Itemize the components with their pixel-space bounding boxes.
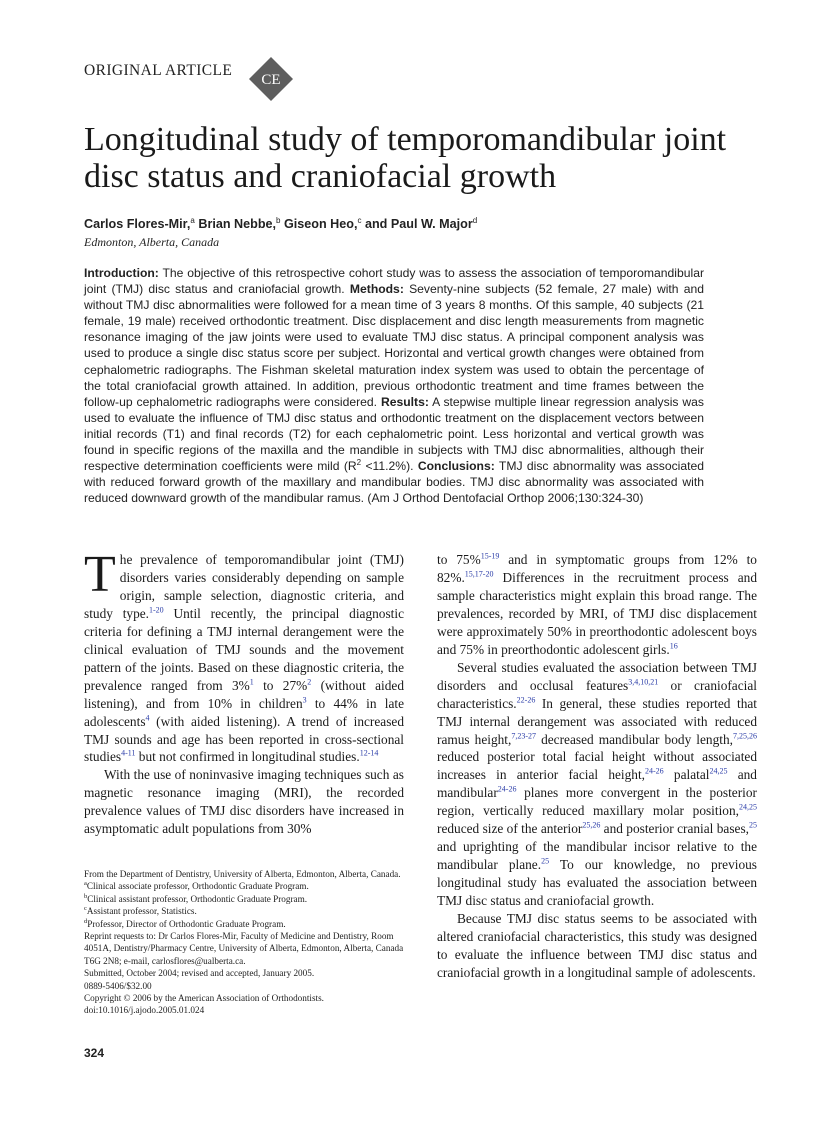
author-affil-marker: c	[357, 216, 362, 225]
body-text: and in symptomatic groups from 12% to 82%.	[437, 552, 757, 585]
body-paragraph	[84, 546, 405, 766]
ce-badge-icon	[248, 56, 294, 102]
citation-link[interactable]: 24,25	[739, 802, 757, 812]
footnote-copyright: Copyright © 2006 by the American Association of Orthodontists.	[84, 993, 324, 1004]
body-column-right	[437, 551, 757, 982]
body-text: and posterior cranial bases,	[600, 821, 749, 837]
citation-link[interactable]: 1	[249, 677, 254, 687]
page-number: 324	[84, 1046, 105, 1060]
body-text: or craniofacial characteristics.	[437, 677, 757, 711]
footnote-affiliation-d	[84, 918, 406, 930]
citation-link[interactable]: 25	[748, 820, 757, 830]
footnote-text: Assistant professor, Statistics.	[86, 906, 197, 917]
citation-link[interactable]: 7,23-27	[511, 731, 537, 741]
footnote-issn: 0889-5406/$32.00	[84, 980, 152, 991]
citation-link[interactable]: 24-26	[645, 767, 664, 776]
body-text: but not confirmed in longitudinal studies.	[135, 749, 360, 765]
citation-link[interactable]: 3	[302, 695, 307, 705]
body-text: decreased mandibular body length,	[536, 731, 733, 747]
body-text: planes more convergent in the posterior region, vertically reduced maxillary molar position,	[437, 785, 757, 819]
footnote-marker: d	[84, 917, 88, 925]
citation-link[interactable]: 7,25,26	[733, 731, 757, 741]
abstract-results-sup: 2	[356, 458, 362, 468]
body-paragraph: With the use of noninvasive imaging techniques such as magnetic resonance imaging (MRI), the recorded prevalence values of TMJ disc disorders have increased in asymptomatic adult populations from 30%	[84, 767, 404, 837]
abstract-intro-label: Introduction:	[84, 266, 159, 280]
footnote-department: From the Department of Dentistry, University of Alberta, Edmonton, Alberta, Canada.	[84, 869, 401, 879]
body-paragraph	[437, 551, 757, 659]
author-list	[84, 216, 477, 231]
citation-link[interactable]: 2	[307, 677, 312, 687]
citation-link[interactable]: 16	[669, 641, 678, 651]
body-paragraph: Because TMJ disc status seems to be associated with altered craniofacial characteristics, this study was designed to evaluate the influence between TMJ disc status and craniofacial growth in a longitudinal sample of adolescents.	[437, 911, 757, 980]
citation-link[interactable]: 1-20	[149, 605, 164, 615]
body-text: and mandibular	[437, 767, 757, 801]
abstract-results-label: Results:	[380, 394, 429, 409]
abstract-results-text: A stepwise multiple linear regression analysis was used to evaluate the influence of TMJ disc status and orthodontic treatment on the displacement vectors between initial records (T1) and final records (T2) for each cephalometric point. Less horizontal and vertical growth was found in specific regions of the maxilla and the mandible in subjects with TMJ disc abnormalities, although their respective determination coefficients were mild (R	[84, 394, 704, 474]
abstract-results-end: <11.2%).	[361, 459, 414, 474]
body-text: to 27%	[253, 677, 308, 693]
author-name: Carlos Flores-Mir,	[84, 217, 191, 232]
body-text: to 44% in late adolescents	[84, 695, 404, 729]
citation-link[interactable]: 25	[541, 856, 550, 866]
footnote-affiliation-a	[84, 880, 406, 892]
abstract-methods-label: Methods:	[349, 282, 404, 297]
author-name: and Paul W. Major	[364, 217, 473, 232]
footnote-marker: c	[84, 905, 87, 913]
abstract-conclusions-label: Conclusions:	[417, 459, 495, 474]
body-text: reduced size of the anterior	[437, 821, 583, 837]
citation-link[interactable]: 24,25	[709, 767, 728, 776]
body-text: and uprighting of the mandibular incisor relative to the mandibular plane.	[437, 839, 757, 873]
footnote-text: Clinical assistant professor, Orthodontic Graduate Program.	[87, 893, 308, 904]
body-text: In general, these studies reported that TMJ internal derangement was associated with reduced ramus height,	[437, 695, 757, 747]
abstract-conclusions-text: TMJ disc abnormality was associated with reduced forward growth of the maxillary and mandibular bodies. TMJ disc abnormality was associated with reduced downward growth of the mandibular ramus. (Am J Orthod Dentofacial Orthop 2006;130:324-30)	[84, 459, 704, 506]
citation-link[interactable]: 24-26	[497, 784, 517, 794]
body-text: to 75%	[437, 552, 481, 567]
author-location: Edmonton, Alberta, Canada	[84, 235, 220, 249]
body-text: Several studies evaluated the association between TMJ disorders and occlusal features	[437, 659, 757, 693]
citation-link[interactable]: 25,26	[582, 820, 601, 830]
footnote-doi[interactable]: doi:10.1016/j.ajodo.2005.01.024	[84, 1005, 205, 1016]
author-name: Brian Nebbe,	[198, 217, 277, 232]
footnote-marker: b	[84, 892, 88, 900]
body-text: (without aided listening), and from 10% in children	[84, 677, 404, 711]
body-text: Until recently, the principal diagnostic criteria for defining a TMJ internal derangement were the clinical evaluation of TMJ sounds and the movement pattern of the joints. Based on these diagnostic criteria, the prevalence ranged from 3%	[84, 605, 405, 693]
citation-link[interactable]: 3,4,10,21	[628, 677, 659, 687]
footnotes	[84, 868, 406, 1017]
citation-link[interactable]: 4-11	[121, 749, 136, 759]
citation-link[interactable]: 22-26	[516, 695, 536, 705]
footnote-text: Clinical associate professor, Orthodontic Graduate Program.	[86, 881, 309, 892]
body-text: palatal	[663, 767, 710, 783]
abstract-methods-text: Seventy-nine subjects (52 female, 27 male) with and without TMJ disc abnormalities were followed for a mean time of 3 years 8 months. Of this sample, 40 subjects (21 female, 19 male) received orthodontic treatment. Disc displacement and disc length measurements from magnetic resonance imaging of the jaw joints were used to evaluate TMJ disc status. A principal component analysis was used to produce a single disc status score per subject. Horizontal and vertical growth changes were obtained from cephalometric radiographs. The Fishman skeletal maturation index system was used to obtain the percentage of the total craniofacial growth attained. In addition, previous orthodontic treatment and time frames between the follow-up cephalometric radiographs were considered.	[84, 282, 705, 409]
citation-link[interactable]: 15,17-20	[464, 569, 494, 579]
footnote-marker: a	[84, 880, 87, 888]
author-affil-marker: b	[276, 216, 281, 225]
ce-badge-text: CE	[261, 72, 281, 88]
footnote-affiliation-c	[84, 905, 406, 917]
citation-link[interactable]: 4	[145, 713, 150, 723]
footnote-reprint: Reprint requests to: Dr Carlos Flores-Mir, Faculty of Medicine and Dentistry, Room 4051A, Dentistry/Pharmacy Centre, University of Alberta, Edmonton, Alberta, Canada T6G 2N8; e-mail, carlosflores@ualberta.ca.	[84, 931, 404, 966]
body-text: Differences in the recruitment process and sample characteristics might explain this broad range. The prevalences, recorded by MRI, of TMJ disc displacement were approximately 50% in preorthodontic adolescent boys and 75% in preorthodontic adolescent girls.	[437, 569, 757, 657]
body-column-left	[84, 546, 405, 838]
drop-cap: T	[84, 546, 116, 603]
article-title: Longitudinal study of temporomandibular joint disc status and craniofacial growth	[84, 121, 727, 196]
abstract-intro-text: The objective of this retrospective cohort study was to assess the association of temporomandibular joint (TMJ) disc status and craniofacial growth.	[84, 266, 704, 297]
citation-link[interactable]: 12-14	[359, 749, 379, 759]
body-text: reduced posterior total facial height without associated increases in anterior facial height,	[437, 749, 757, 783]
body-text: (with aided listening). A trend of increased TMJ sounds and age has been reported in cross-sectional studies	[84, 713, 404, 765]
section-label: ORIGINAL ARTICLE	[84, 62, 233, 79]
author-affil-marker: a	[190, 216, 195, 225]
citation-link[interactable]: 15-19	[480, 551, 500, 561]
abstract	[84, 265, 704, 506]
body-paragraph	[437, 659, 757, 910]
footnote-affiliation-b	[84, 893, 406, 905]
body-text: To our knowledge, no previous longitudinal study has evaluated the association between TMJ disc status and craniofacial growth.	[437, 857, 757, 909]
footnote-submitted: Submitted, October 2004; revised and accepted, January 2005.	[84, 968, 315, 979]
footnote-text: Professor, Director of Orthodontic Graduate Program.	[87, 918, 286, 929]
author-affil-marker: d	[472, 216, 478, 225]
author-name: Giseon Heo,	[283, 217, 358, 232]
body-text: he prevalence of temporomandibular joint (TMJ) disorders varies considerably depending on sample origin, sample selection, diagnostic criteria, and study type.	[84, 552, 404, 621]
